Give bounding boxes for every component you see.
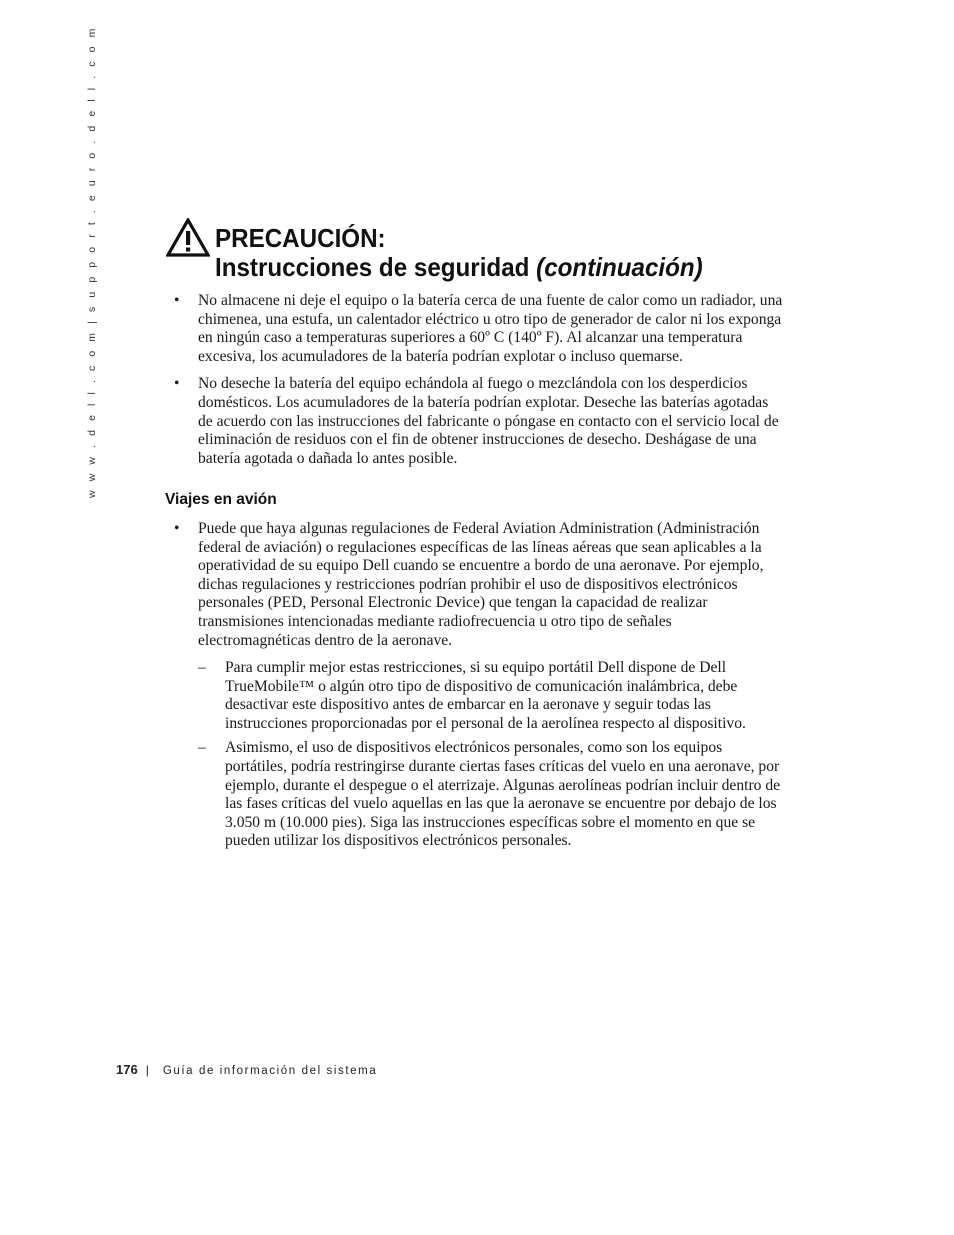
list-item-text: No almacene ni deje el equipo o la batería cerca de una fuente de calor como un radiador, una chimenea, una estufa, un calentador eléctrico u otro tipo de generador de calor ni los exponga en ningún caso a temperaturas superiores a 60º C (140º F). Al alcanzar una temperatura excesiva, los acumuladores de la batería podrían explotar o incluso quemarse. xyxy=(198,292,783,365)
footer-separator: | xyxy=(145,1063,149,1077)
title-line-1: PRECAUCIÓN: xyxy=(215,223,386,253)
page-title xyxy=(215,224,703,282)
side-url-text: w w w . d e l l . c o m | s u p p o r t . e u r o . d e l l . c o m xyxy=(86,25,98,498)
page-footer xyxy=(116,1062,377,1077)
bullet-mark: • xyxy=(174,375,180,393)
list-item xyxy=(174,375,784,468)
sub-list-item-text: Asimismo, el uso de dispositivos electrónicos personales, como son los equipos portátiles, podría restringirse durante ciertas fases críticas del vuelo en una aeronave, por ejemplo, durante el despegue o el aterrizaje. Algunas aerolíneas podrían incluir dentro de las fases críticas del vuelo aquellas en las que la aeronave se encuentre por debajo de los 3.050 m (10.000 pies). Siga las instrucciones específicas sobre el momento en que se pueden utilizar los dispositivos electrónicos personales. xyxy=(225,739,781,850)
dash-mark: – xyxy=(198,659,206,677)
guide-title: Guía de información del sistema xyxy=(162,1065,378,1077)
list-item xyxy=(174,292,784,366)
list-item xyxy=(174,520,784,650)
page-content xyxy=(165,292,784,857)
warning-triangle-icon xyxy=(166,218,210,258)
sub-list-item xyxy=(174,659,784,733)
title-line-2 xyxy=(215,253,703,282)
list-item-text: No deseche la batería del equipo echándola al fuego o mezclándola con los desperdicios domésticos. Los acumuladores de la batería podrían explotar. Deseche las baterías agotadas de acuerdo con las instrucciones del fabricante o póngase en contacto con el servicio local de eliminación de residuos con el fin de obtener instrucciones de desecho. Deshágase de una batería agotada o dañada lo antes posible. xyxy=(198,375,779,467)
dash-mark: – xyxy=(198,739,206,757)
title-continuation: (continuación) xyxy=(536,252,703,282)
section-heading: Viajes en avión xyxy=(165,491,277,509)
bullet-mark: • xyxy=(174,292,180,309)
title-main: Instrucciones de seguridad xyxy=(215,252,530,282)
sub-list-item-text: Para cumplir mejor estas restricciones, si su equipo portátil Dell dispone de Dell TrueMobile™ o algún otro tipo de dispositivo de comunicación inalámbrica, debe desactivar este dispositivo antes de embarcar en la aeronave y seguir todas las instrucciones proporcionadas por el personal de la aerolínea respecto al dispositivo. xyxy=(225,659,746,732)
list-item-text: Puede que haya algunas regulaciones de Federal Aviation Administration (Administración federal de aviación) o regulaciones específicas de las líneas aéreas que sean aplicables a la operatividad de su equipo Dell cuando se encuentre a bordo de una aeronave. Por ejemplo, dichas regulaciones y restricciones podrían prohibir el uso de dispositivos electrónicos personales (PED, Personal Electronic Device) que tengan la capacidad de realizar transmisiones intencionadas mediante radiofrecuencia u otro tipo de señales electromagnéticas dentro de la aeronave. xyxy=(198,519,764,649)
sub-list-item xyxy=(174,739,784,851)
page-number: 176 xyxy=(116,1062,138,1077)
bullet-mark: • xyxy=(174,519,180,537)
